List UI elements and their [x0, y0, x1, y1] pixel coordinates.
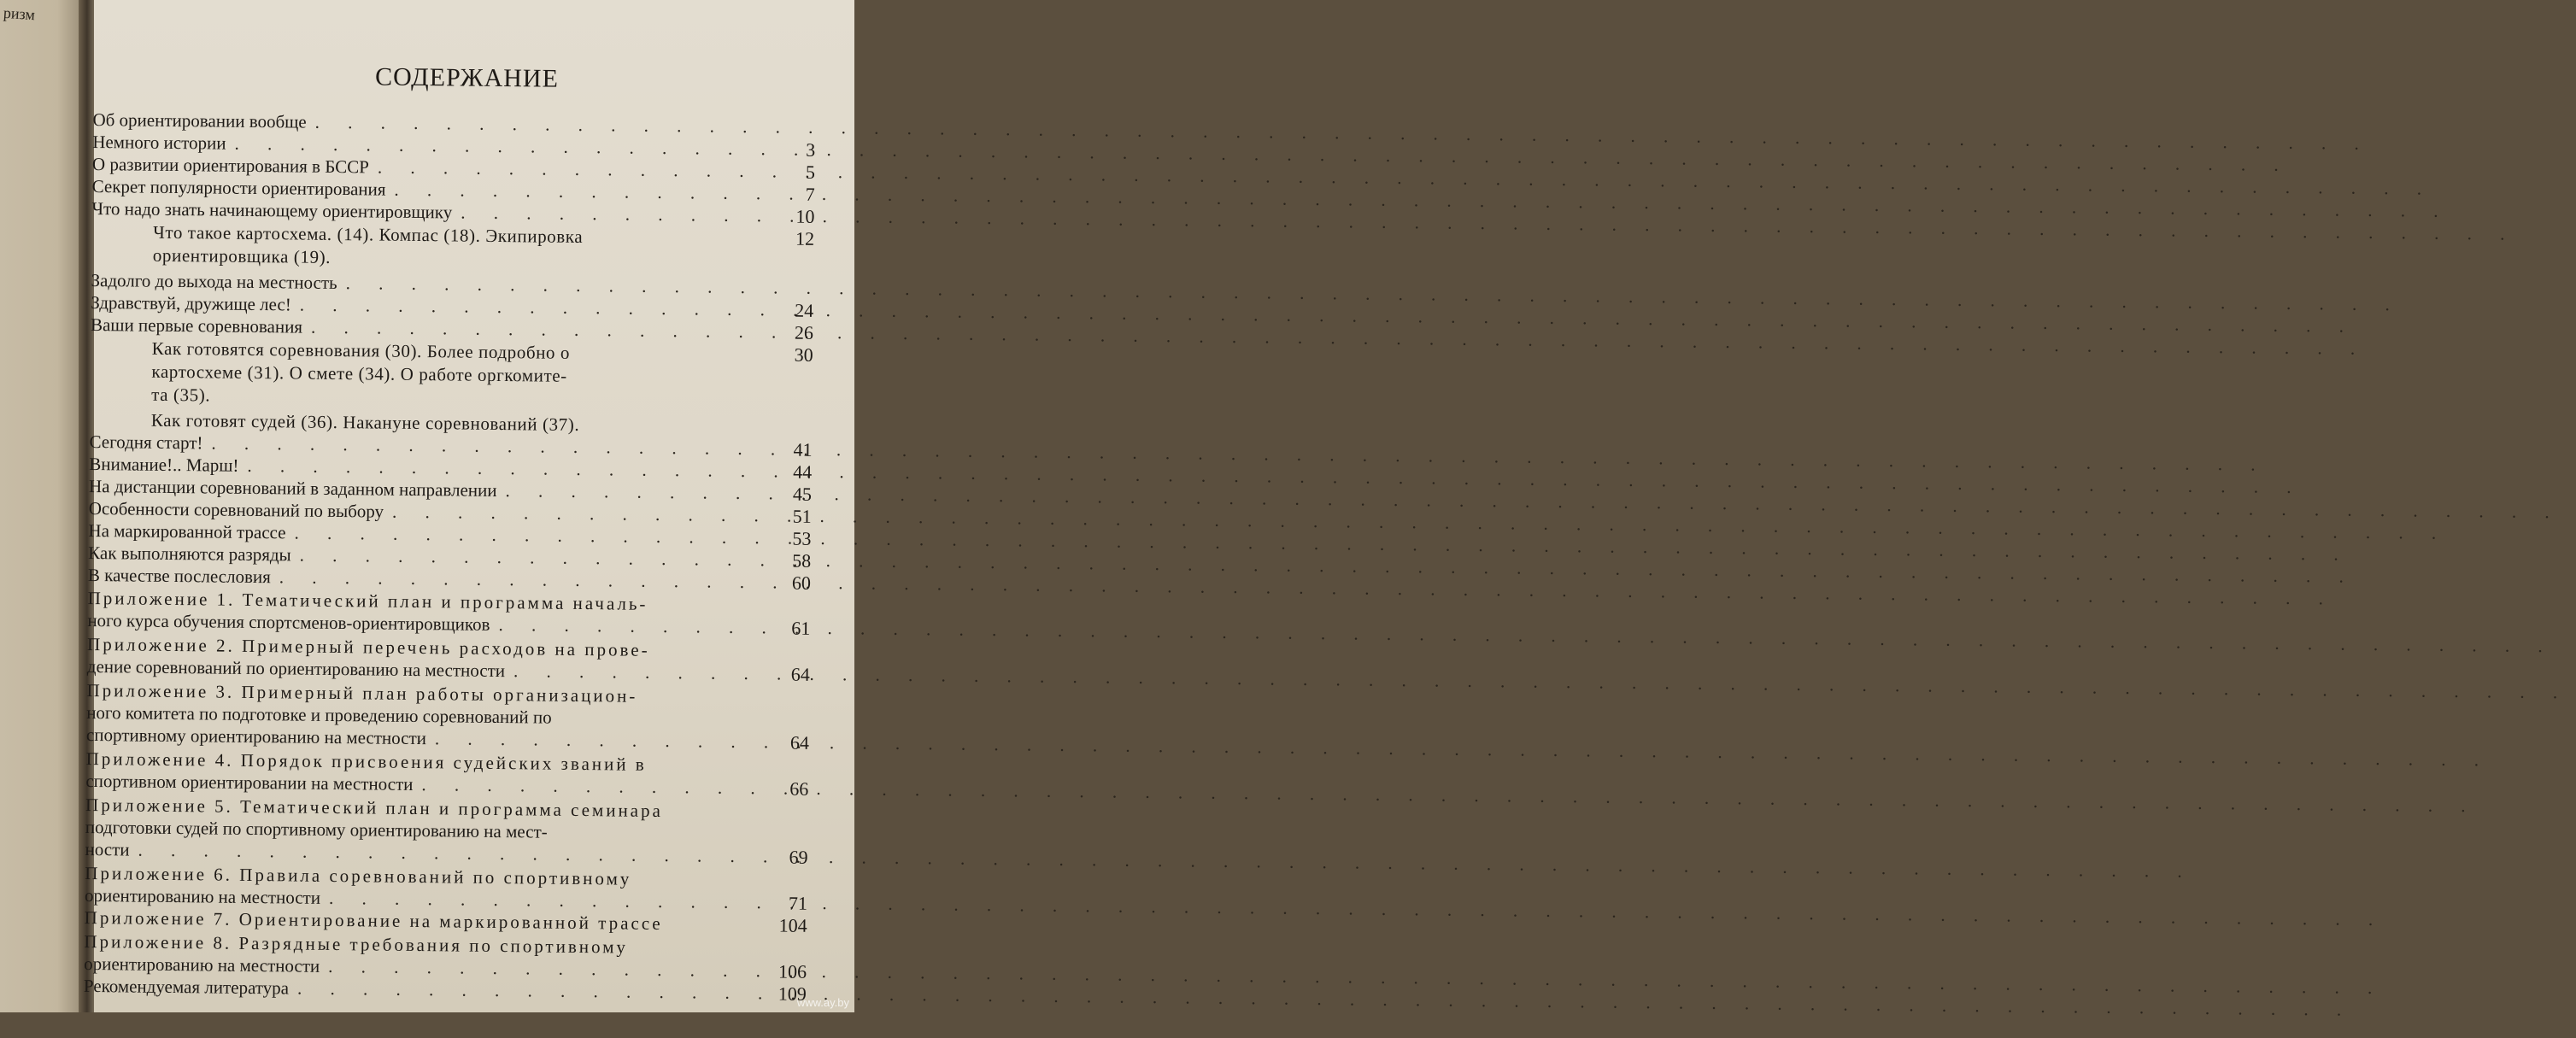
- toc-entry-title: Приложение 6. Правила соревнований по спортивному: [85, 862, 632, 889]
- toc-row: [90, 408, 850, 435]
- toc-entry-title: Рекомендуемая литература: [83, 975, 290, 999]
- toc-entry-title: На дистанции соревнований в заданном направлении: [88, 475, 497, 501]
- toc-page-number: 64: [790, 663, 810, 685]
- toc-entry-title: Приложение 4. Порядок присвоения судейских званий в: [85, 748, 647, 775]
- toc-entry-title: Задолго до выхода на местность: [91, 269, 337, 293]
- toc-subsection: картосхеме (31). О смете (34). О работе оргкомите-: [151, 361, 567, 386]
- toc-entry-title: На маркированной трассе: [88, 519, 286, 543]
- toc-entry-title: Здравствуй, дружище лес!: [91, 291, 291, 315]
- toc-page-number: 26: [794, 321, 814, 343]
- toc-subsection: Что такое картосхема. (14). Компас (18). Экипировка: [153, 221, 584, 248]
- toc-page-number: 5: [805, 161, 816, 183]
- toc-entry-title: Ваши первые соревнования: [90, 314, 303, 337]
- contents-sheet: [84, 0, 854, 1020]
- toc-page-number: 12: [795, 227, 815, 249]
- toc-page-number: 24: [795, 299, 814, 321]
- toc-page-number: 45: [792, 483, 813, 505]
- page-title: СОДЕРЖАНИЕ: [374, 62, 560, 93]
- toc-page-number: 53: [792, 527, 812, 549]
- toc-entry-title: Об ориентировании вообще: [92, 108, 307, 132]
- toc-row: [91, 269, 852, 293]
- toc-entry-title: ного курса обучения спортсменов-ориентировщиков: [87, 609, 490, 635]
- toc-subsection: Как готовят судей (36). Накануне соревнований (37).: [150, 409, 580, 435]
- toc-page-number: 3: [806, 138, 816, 161]
- toc-entry-title: ориентированию на местности: [84, 884, 321, 908]
- toc-entry-title: Секрет популярности ориентирования: [91, 175, 386, 200]
- toc-page-number: 106: [778, 960, 807, 982]
- toc-subsection: та (35).: [151, 384, 211, 406]
- toc-entry-title: Приложение 2. Примерный перечень расходов на прове-: [86, 633, 650, 660]
- toc-page-number: 10: [795, 205, 815, 227]
- toc-page-number: 69: [789, 846, 808, 868]
- toc-subsection: Как готовятся соревнования (30). Более подробно о: [151, 337, 571, 363]
- toc-entry-title: Внимание!.. Марш!: [89, 453, 239, 476]
- book-page: [83, 0, 854, 1012]
- toc-entry-title: Немного истории: [92, 131, 226, 154]
- watermark: www.ay.by: [796, 996, 849, 1009]
- toc-page-number: 104: [778, 914, 807, 936]
- toc-entry-title: ности: [85, 838, 130, 860]
- toc-row: [92, 108, 854, 132]
- toc-entry-title: Что надо знать начинающему ориентировщику: [91, 197, 453, 223]
- leader-dots: [513, 660, 2569, 703]
- toc-page-number: 109: [777, 982, 807, 1005]
- left-page-fragment: ризм: [3, 3, 36, 24]
- toc-entry-title: Приложение 1. Тематический план и программа началь-: [87, 587, 648, 614]
- toc-page-number: 64: [789, 731, 810, 754]
- toc-entry-title: Приложение 7. Ориентирование на маркированной трассе: [84, 906, 663, 935]
- toc-entry-title: Как выполняются разряды: [88, 542, 291, 566]
- toc-entry-title: ориентированию на местности: [84, 953, 320, 976]
- toc-entry-title: Приложение 5. Тематический план и программа семинара: [85, 794, 664, 822]
- toc-page-number: 61: [791, 617, 811, 639]
- toc-page-number: 71: [788, 892, 808, 914]
- toc-entry-title: В качестве послесловия: [87, 564, 271, 588]
- toc-entry-title: спортивному ориентированию на местности: [85, 724, 427, 749]
- toc-entry-title: Особенности соревнований по выбору: [88, 497, 384, 522]
- left-page: [0, 0, 82, 1012]
- toc-entry-title: Приложение 3. Примерный план работы организацион-: [86, 679, 638, 707]
- toc-entry-title: дение соревнований по ориентированию на местности: [86, 655, 506, 682]
- toc-page-number: 41: [793, 438, 813, 460]
- toc-page-number: 58: [792, 549, 812, 572]
- toc-page-number: 30: [794, 343, 813, 366]
- toc-subsection: ориентировщика (19).: [152, 244, 332, 267]
- toc-entry-title: спортивном ориентировании на местности: [85, 770, 414, 795]
- toc-page-number: 44: [793, 460, 813, 483]
- toc-page-number: 66: [789, 777, 809, 800]
- toc-page-number: 51: [792, 505, 812, 527]
- toc-page-number: 7: [805, 183, 815, 205]
- toc-entry-title: О развитии ориентирования в БССР: [91, 153, 370, 178]
- toc-entry-title: Сегодня старт!: [89, 431, 203, 454]
- toc-page-number: 60: [791, 572, 812, 594]
- toc-entry-title: подготовки судей по спортивному ориентированию на мест-: [85, 816, 548, 842]
- toc-entry-title: ного комитета по подготовке и проведению соревнований по: [86, 701, 552, 728]
- toc-entry-title: Приложение 8. Разрядные требования по спортивному: [84, 930, 629, 958]
